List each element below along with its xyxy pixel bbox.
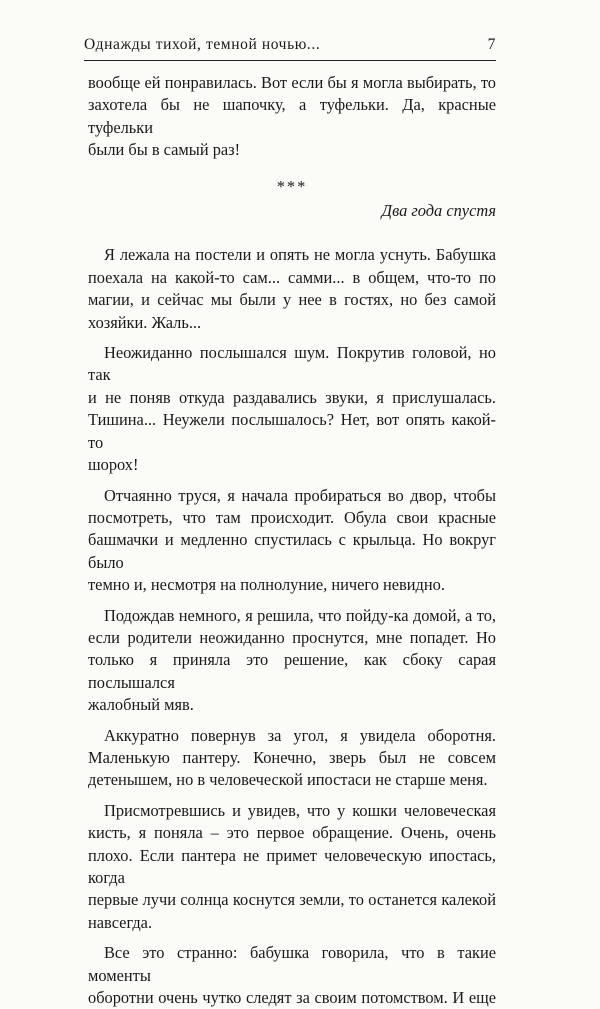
text-line: плохо. Если пантера не примет человеческую ипостась, когда bbox=[88, 845, 496, 887]
text-line: Отчаянно труся, я начала пробираться во двор, чтобы bbox=[104, 485, 496, 505]
paragraph bbox=[88, 244, 496, 334]
text-line: если родители неожиданно проснутся, мне попадет. Но bbox=[88, 627, 496, 647]
text-line: темно и, несмотря на полнолуние, ничего невидно. bbox=[88, 575, 445, 595]
text-line: башмачки и медленно спустилась с крыльца. Но вокруг было bbox=[88, 530, 496, 572]
text-line: Все это странно: бабушка говорила, что в такие моменты bbox=[88, 943, 496, 985]
paragraph bbox=[88, 342, 496, 476]
text-line: вообще ей понравилась. Вот если бы я могла выбирать, то bbox=[88, 73, 496, 92]
section-separator: *** bbox=[276, 176, 308, 196]
paragraph bbox=[88, 942, 496, 1009]
body-text bbox=[88, 72, 496, 1009]
text-line: навсегда. bbox=[88, 912, 153, 932]
text-line: Подождав немного, я решила, что пойду-ка домой, а то, bbox=[104, 605, 496, 625]
text-line: были бы в самый раз! bbox=[88, 140, 241, 160]
text-line: жалобный мяв. bbox=[88, 695, 194, 715]
text-line: Присмотревшись и увидев, что у кошки человеческая bbox=[104, 800, 496, 820]
text-line: Я лежала на постели и опять не могла уснуть. Бабушка bbox=[104, 245, 496, 265]
text-line: детенышем, но в человеческой ипостаси не старше меня. bbox=[88, 770, 488, 790]
text-line: хозяйки. Жаль... bbox=[88, 312, 202, 332]
text-line: Маленькую пантеру. Конечно, зверь был не совсем bbox=[88, 747, 496, 767]
text-line: оборотни очень чутко следят за своим потомством. И еще bbox=[88, 988, 496, 1008]
paragraph-continued bbox=[88, 72, 496, 162]
text-line: Неожиданно послышался шум. Покрутив головой, но так bbox=[88, 343, 496, 385]
paragraph bbox=[88, 605, 496, 717]
text-line: магии, и сейчас мы были у нее в гостях, но без самой bbox=[88, 290, 496, 310]
section-subtitle: Два года спустя bbox=[381, 201, 496, 221]
page-number: 7 bbox=[487, 36, 496, 53]
text-line: шорох! bbox=[88, 455, 139, 475]
paragraph bbox=[88, 485, 496, 597]
text-line: посмотреть, что там происходит. Обула свои красные bbox=[88, 507, 496, 527]
text-line: и не поняв откуда раздавались звуки, я прислушалась. bbox=[88, 387, 496, 407]
text-line: только я приняла это решение, как сбоку сарая послышался bbox=[88, 650, 496, 692]
text-line: первые лучи солнца коснутся земли, то останется калекой bbox=[88, 890, 496, 910]
text-line: поехала на какой-то сам... самми... в общем, что-то по bbox=[88, 267, 496, 287]
text-line: захотела бы не шапочку, а туфельки. Да, красные туфельки bbox=[88, 95, 496, 137]
text-line: Аккуратно повернув за угол, я увидела оборотня. bbox=[104, 725, 496, 745]
running-title: Однажды тихой, темной ночью... bbox=[84, 36, 321, 53]
paragraph bbox=[88, 725, 496, 792]
text-line: кисть, я поняла – это первое обращение. Очень, очень bbox=[88, 823, 496, 843]
running-header bbox=[84, 36, 496, 54]
paragraph bbox=[88, 800, 496, 934]
header-rule bbox=[84, 60, 496, 61]
text-line: Тишина... Неужели послышалось? Нет, вот опять какой-то bbox=[88, 410, 496, 452]
